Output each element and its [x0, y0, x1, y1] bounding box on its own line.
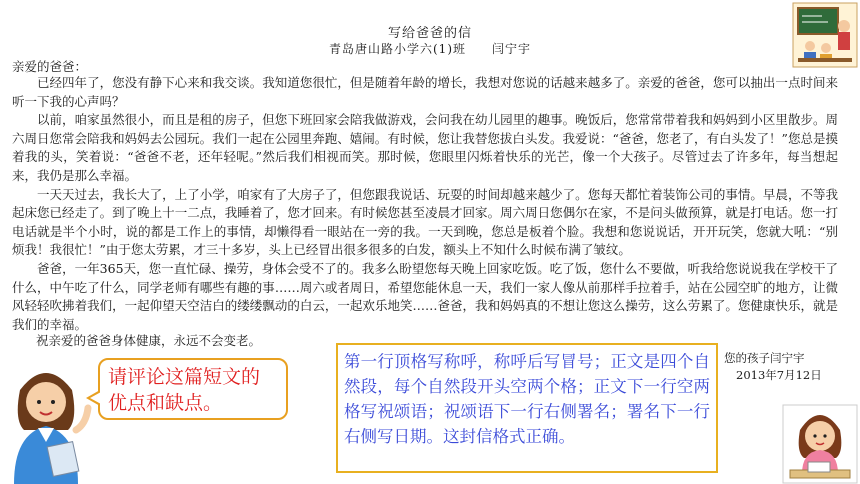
paragraph-4: 爸爸，一年365天，您一直忙碌、操劳，身体会受不了的。我多么盼望您每天晚上回家吃饭。吃了饭，您什么不要做，听我给您说说我在学校干了什么，中午吃了什么，同学老师有哪些有趣的事……周六或者周日，希望您能休息一天，我们一家人像从前那样手拉着手，站在公园空旷的地方，让微风轻轻吹拂着我们，一起仰望天空洁白的缕缕飘动的白云，一起欢乐地笑……爸爸，我和妈妈真的不想让您这么操劳，这么劳累了。您健康快乐，就是我们的幸福。: [12, 260, 838, 332]
format-note-text: 第一行顶格写称呼，称呼后写冒号；正文是四个自然段，每个自然段开头空两个格；正文下一行空两格写祝颂语；祝颂语下一行右侧署名；署名下一行右侧写日期。这封信格式正确。: [344, 352, 710, 446]
paragraph-2: 以前，咱家虽然很小，而且是租的房子，但您下班回家会陪我做游戏，会问我在幼儿园里的趣事。晚饭后，您常常带着我和妈妈到小区里散步。周六周日您常会陪我和妈妈去公园玩。我们一起在公园里奔跑、嬉闹。有时候，您让我替您拔白头发。我爱说：“爸爸，您老了，有白头发了！”您总是摸着我的头，笑着说：“爸爸不老，还年轻呢。”然后我们相视而笑。那时候，您眼里闪烁着快乐的光芒，像一个大孩子。尽管过去了许多年，每当想起来，我仍是那么幸福。: [12, 112, 838, 183]
prompt-speech-bubble: [98, 358, 288, 420]
letter-subtitle: 青岛唐山路小学六(1)班 闫宁宇: [329, 42, 531, 56]
speech-bubble-tail-inner: [90, 392, 101, 404]
signature-date: 2013年7月12日: [736, 368, 822, 382]
letter-title: 写给爸爸的信: [387, 26, 472, 41]
student-clipart: [782, 404, 858, 484]
paragraph-1: 已经四年了，您没有静下心来和我交谈。我知道您很忙，但是随着年龄的增长，我想对您说的话越来越多了。亲爱的爸爸，您可以抽出一点时间来听一下我的心声吗？: [12, 75, 838, 109]
teacher-clipart: [0, 360, 92, 484]
letter-closing: 祝亲爱的爸爸身体健康，永远不会变老。: [36, 333, 262, 348]
signature-name: 您的孩子闫宁宇: [724, 351, 805, 365]
letter-body: [12, 74, 838, 334]
format-note-box: [336, 343, 718, 473]
paragraph-3: 一天天过去，我长大了，上了小学，咱家有了大房子了，但您跟我说话、玩耍的时间却越来越少了。您每天都忙着装饰公司的事情。早晨，不等我起床您已经走了。到了晚上十一二点，我睡着了，您才回来。有时候您甚至凌晨才回家。周六周日您偶尔在家，不是问头做预算，就是打电话。您一打电话就是半个小时，说的都是工作上的事情，却懒得看一眼站在一旁的我。一天到晚，您总是板着个脸。我想和您说说话，开开玩笑，您就大吼：“别烦我！我很忙！”由于您太劳累，才三十多岁，头上已经冒出很多很多的白发，额头上不知什么时候布满了皱纹。: [12, 186, 838, 258]
letter-greeting: 亲爱的爸爸：: [12, 59, 88, 74]
prompt-text: 请评论这篇短文的优点和缺点。: [108, 366, 261, 414]
